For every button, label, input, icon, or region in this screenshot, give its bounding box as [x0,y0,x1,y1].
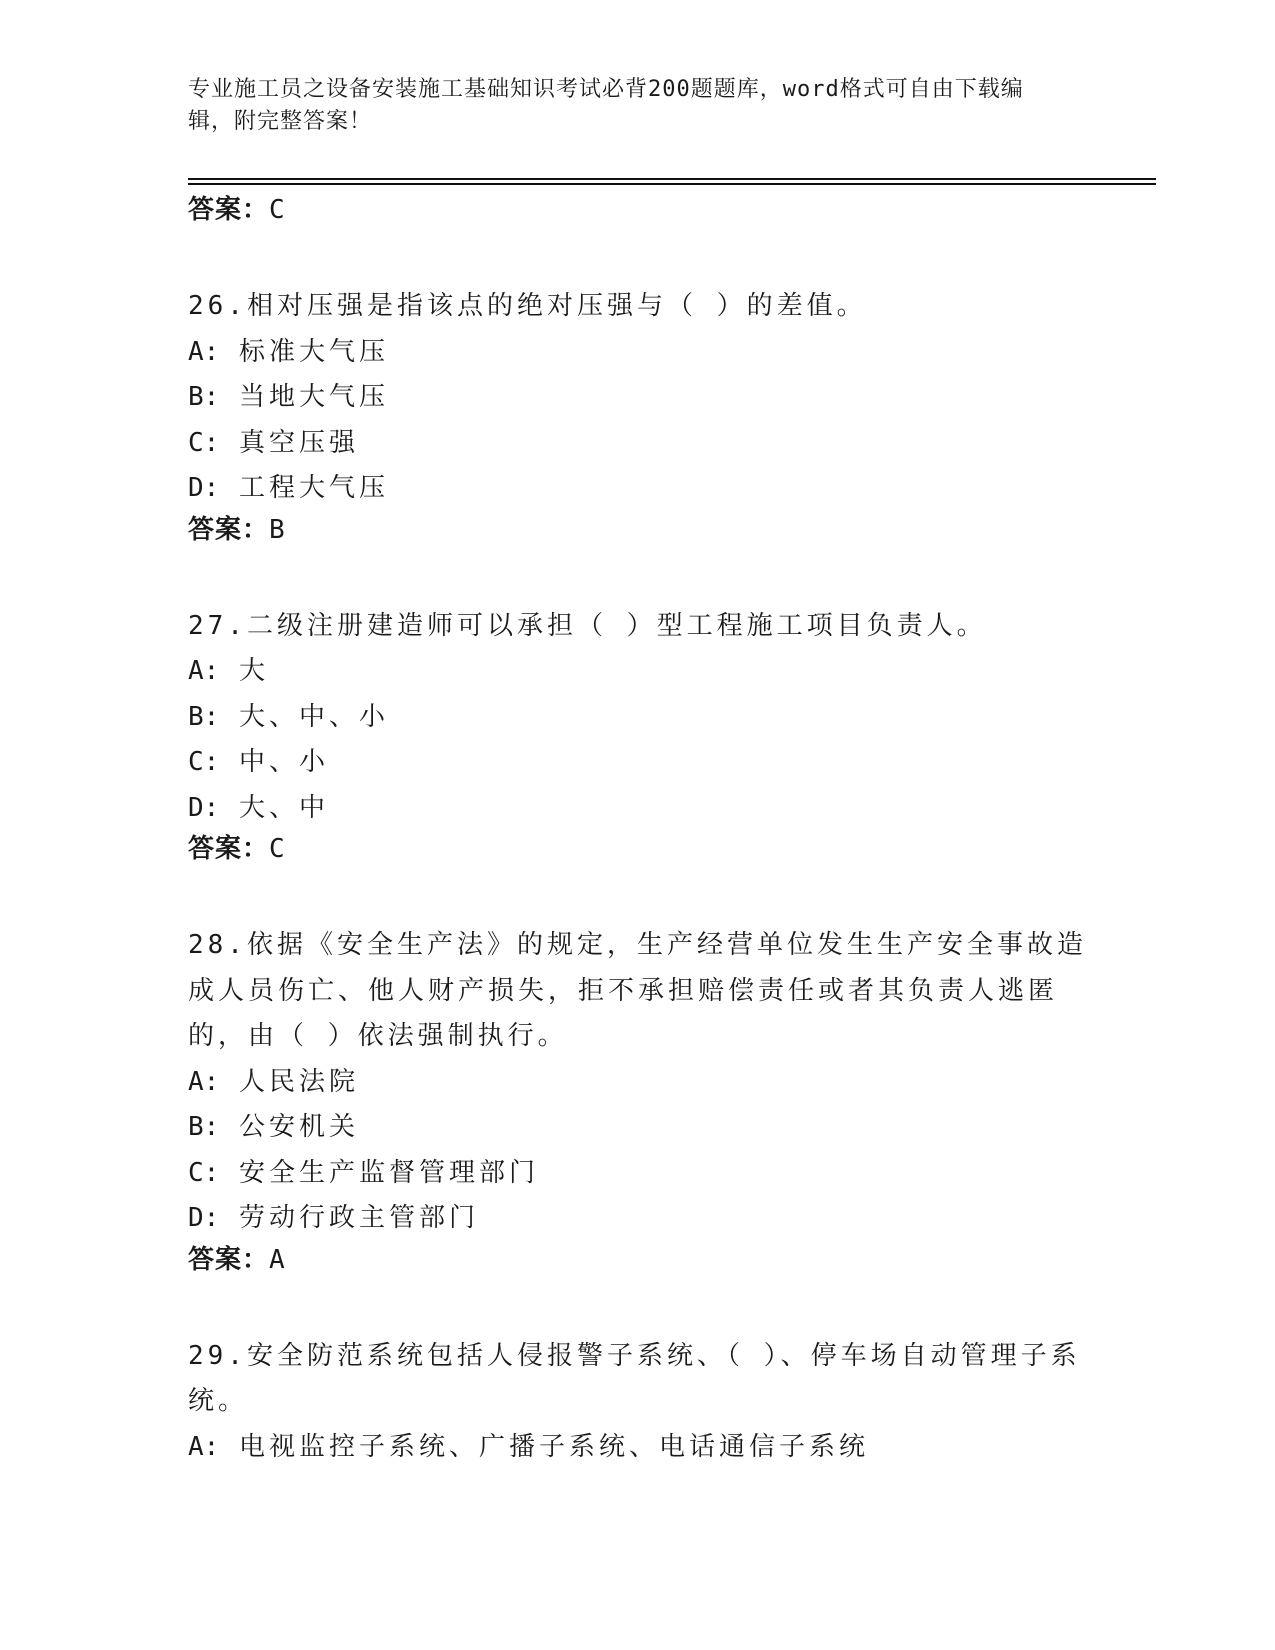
option-text: 工程大气压 [238,473,389,503]
answer-value: C [269,195,286,225]
answer-label: 答案： [188,514,270,545]
option-text: 人民法院 [238,1066,359,1097]
option-key: A: [188,1066,220,1097]
answer-line [188,831,1088,867]
option-key: A: [188,336,220,367]
question-26 [188,284,1088,548]
option-key: D: [188,1203,220,1233]
option-d [188,786,1088,832]
option-c [188,1151,1088,1197]
option-c [188,740,1088,786]
question-list [188,192,1088,1470]
answer-value: B [269,514,286,545]
option-d [188,466,1088,512]
option-key: C: [188,427,220,458]
option-key: D: [188,473,220,503]
header-divider [188,178,1156,180]
option-text: 当地大气压 [238,382,389,412]
option-key: A: [188,656,220,686]
option-b [188,695,1088,741]
option-a [188,1060,1088,1106]
option-text: 大、中、小 [238,701,389,732]
header-divider-secondary [188,183,1156,185]
question-stem: 29.安全防范系统包括人侵报警子系统、（ ）、停车场自动管理子系统。 [188,1340,1081,1416]
answer-label: 答案： [188,1244,270,1275]
question-27 [188,604,1088,868]
option-text: 标准大气压 [238,336,389,367]
answer-line [188,1242,1088,1278]
option-a [188,330,1088,376]
question-stem: 26.相对压强是指该点的绝对压强与（ ）的差值。 [188,291,867,321]
option-text: 真空压强 [238,427,359,458]
option-d [188,1196,1088,1242]
answer-line [188,192,1088,228]
answer-label: 答案： [188,834,270,864]
option-a [188,649,1088,695]
question-stem: 28.依据《安全生产法》的规定，生产经营单位发生生产安全事故造成人员伤亡、他人财产损失，拒不承担赔偿责任或者其负责人逃匿的，由（ ）依法强制执行。 [188,930,1087,1051]
option-key: B: [188,1112,220,1142]
option-key: D: [188,792,220,823]
option-text: 劳动行政主管部门 [238,1203,479,1233]
option-key: A: [188,1431,220,1462]
option-text: 电视监控子系统、广播子系统、电话通信子系统 [238,1431,869,1462]
option-key: B: [188,382,220,412]
answer-value: C [269,834,286,864]
option-text: 大、中 [238,792,329,823]
option-a [188,1425,1088,1471]
option-text: 安全生产监督管理部门 [238,1157,539,1188]
question-28 [188,923,1088,1278]
option-key: C: [188,747,220,777]
question-29 [188,1334,1088,1471]
option-b [188,1105,1088,1151]
answer-value: A [269,1244,286,1275]
option-text: 中、小 [238,747,329,777]
answer-line [188,512,1088,548]
option-text: 公安机关 [238,1112,359,1142]
option-text: 大 [238,656,269,686]
option-c [188,421,1088,467]
answer-label: 答案： [188,195,270,225]
option-key: C: [188,1157,220,1188]
question-stem: 27.二级注册建造师可以承担（ ）型工程施工项目负责人。 [188,610,987,641]
option-b [188,375,1088,421]
document-header: 专业施工员之设备安装施工基础知识考试必背200题题库，word格式可自由下载编辑，附完整答案！ [188,77,1024,134]
option-key: B: [188,701,220,732]
